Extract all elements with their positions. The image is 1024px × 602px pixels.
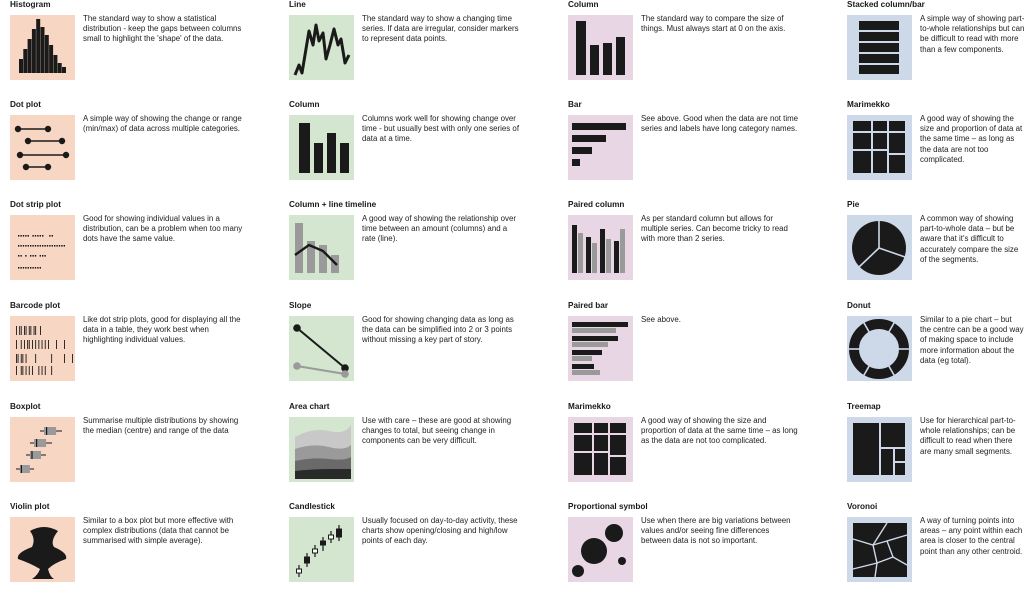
proportional-symbol-icon <box>568 517 633 582</box>
entry-title: Slope <box>289 301 312 310</box>
entry-dot-strip-plot <box>0 200 243 300</box>
entry-barcode-plot <box>0 301 240 401</box>
entry-pie <box>837 200 1024 300</box>
paired-bar-icon <box>568 316 633 381</box>
entry-title: Column <box>289 100 320 109</box>
area-chart-icon <box>289 417 354 482</box>
entry-title: Proportional symbol <box>568 502 648 511</box>
entry-description: See above. Good when the data are not time series and labels have long category names. <box>641 114 799 134</box>
entry-description: A way of turning points into areas – any point within each area is closer to the central point than any other centroid. <box>920 516 1023 556</box>
entry-column-magnitude <box>558 0 798 100</box>
entry-description: Summarise multiple distributions by showing the median (centre) and range of the data <box>83 416 239 436</box>
entry-title: Paired bar <box>568 301 609 310</box>
entry-dot-plot <box>0 100 240 200</box>
entry-description: Like dot strip plots, good for displaying all the data in a table, they work best when highlighting individual values. <box>83 315 241 345</box>
entry-title: Marimekko <box>568 402 611 411</box>
column-line-timeline-icon <box>289 215 354 280</box>
entry-column-line-timeline <box>279 200 519 300</box>
entry-bar <box>558 100 798 200</box>
voronoi-icon <box>847 517 912 582</box>
entry-marimekko-part <box>837 100 1024 200</box>
donut-chart-icon <box>847 316 912 381</box>
entry-title: Line <box>289 0 306 9</box>
entry-description: The standard way to show a statistical distribution - keep the gaps between columns small to highlight the 'shape' of the data. <box>83 14 242 44</box>
entry-violin-plot <box>0 502 240 602</box>
entry-title: Bar <box>568 100 582 109</box>
entry-title: Dot strip plot <box>10 200 61 209</box>
entry-description: A simple way of showing the change or range (min/max) of data across multiple categories. <box>83 114 242 134</box>
treemap-icon <box>847 417 912 482</box>
entry-description: Use when there are big variations between values and/or seeing fine differences between data is not so important. <box>641 516 791 546</box>
entry-title: Histogram <box>10 0 51 9</box>
dot-strip-plot-icon <box>10 215 75 280</box>
entry-description: A good way of showing the relationship over time between an amount (columns) and a rate (line). <box>362 214 516 244</box>
entry-title: Column + line timeline <box>289 200 377 209</box>
entry-histogram <box>0 0 240 100</box>
entry-voronoi <box>837 502 1024 602</box>
entry-description: Usually focused on day-to-day activity, these charts show opening/closing and high/low points of each day. <box>362 516 518 546</box>
paired-column-icon <box>568 215 633 280</box>
violin-plot-icon <box>10 517 75 582</box>
entry-line <box>279 0 519 100</box>
entry-paired-bar <box>558 301 798 401</box>
pie-chart-icon <box>847 215 912 280</box>
marimekko-icon <box>568 417 633 482</box>
entry-title: Treemap <box>847 402 881 411</box>
entry-paired-column <box>558 200 798 300</box>
entry-description: The standard way to show a changing time series. If data are irregular, consider markers to represent data points. <box>362 14 519 44</box>
boxplot-icon <box>10 417 75 482</box>
bar-chart-icon <box>568 115 633 180</box>
entry-description: Similar to a box plot but more effective with complex distributions (data that cannot be summarised with simple average). <box>83 516 234 546</box>
barcode-plot-icon <box>10 316 75 381</box>
entry-description: The standard way to compare the size of things. Must always start at 0 on the axis. <box>641 14 786 34</box>
entry-description: See above. <box>641 315 681 324</box>
entry-title: Candlestick <box>289 502 335 511</box>
candlestick-chart-icon <box>289 517 354 582</box>
entry-area-chart <box>279 402 519 502</box>
entry-description: A good way of showing the size and proportion of data at the same time – as long as the data are not too complicated. <box>641 416 798 446</box>
entry-description: Use with care – these are good at showing changes to total, but seeing change in components can be very difficult. <box>362 416 512 446</box>
entry-description: A common way of showing part-to-whole data – but be aware that it's difficult to accurately compare the size of the segments. <box>920 214 1019 264</box>
entry-description: A simple way of showing part-to-whole relationships but can be difficult to read with more than a few components. <box>920 14 1024 54</box>
entry-description: Use for hierarchical part-to-whole relationships; can be difficult to read when there are many small segments. <box>920 416 1016 456</box>
column-chart-icon <box>289 115 354 180</box>
entry-title: Stacked column/bar <box>847 0 925 9</box>
entry-slope <box>279 301 519 401</box>
entry-title: Violin plot <box>10 502 50 511</box>
entry-title: Barcode plot <box>10 301 61 310</box>
entry-description: As per standard column but allows for multiple series. Can become tricky to read with more than 2 series. <box>641 214 788 244</box>
entry-description: Good for showing individual values in a distribution, can be a problem when too many dots have the same value. <box>83 214 243 244</box>
entry-donut <box>837 301 1024 401</box>
entry-treemap <box>837 402 1024 502</box>
entry-title: Paired column <box>568 200 625 209</box>
entry-title: Voronoi <box>847 502 878 511</box>
entry-description: Columns work well for showing change over time - but usually best with only one series of data at a time. <box>362 114 520 144</box>
line-chart-icon <box>289 15 354 80</box>
entry-title: Pie <box>847 200 860 209</box>
entry-column <box>279 100 519 200</box>
entry-description: Good for showing changing data as long as the data can be simplified into 2 or 3 points without missing a key part of story. <box>362 315 514 345</box>
entry-title: Boxplot <box>10 402 41 411</box>
marimekko-part-icon <box>847 115 912 180</box>
entry-description: Similar to a pie chart – but the centre can be a good way of making space to include more information about the data (eg total). <box>920 315 1024 365</box>
entry-boxplot <box>0 402 240 502</box>
entry-marimekko <box>558 402 798 502</box>
column-magnitude-icon <box>568 15 633 80</box>
entry-title: Donut <box>847 301 871 310</box>
entry-title: Column <box>568 0 599 9</box>
entry-proportional-symbol <box>558 502 798 602</box>
entry-title: Area chart <box>289 402 330 411</box>
dot-plot-icon <box>10 115 75 180</box>
entry-candlestick <box>279 502 519 602</box>
stacked-column-icon <box>847 15 912 80</box>
histogram-icon <box>10 15 75 80</box>
entry-title: Dot plot <box>10 100 41 109</box>
slope-chart-icon <box>289 316 354 381</box>
entry-stacked-column-bar <box>837 0 1024 100</box>
entry-description: A good way of showing the size and proportion of data at the same time – as long as the data are not too complicated. <box>920 114 1023 164</box>
entry-title: Marimekko <box>847 100 890 109</box>
